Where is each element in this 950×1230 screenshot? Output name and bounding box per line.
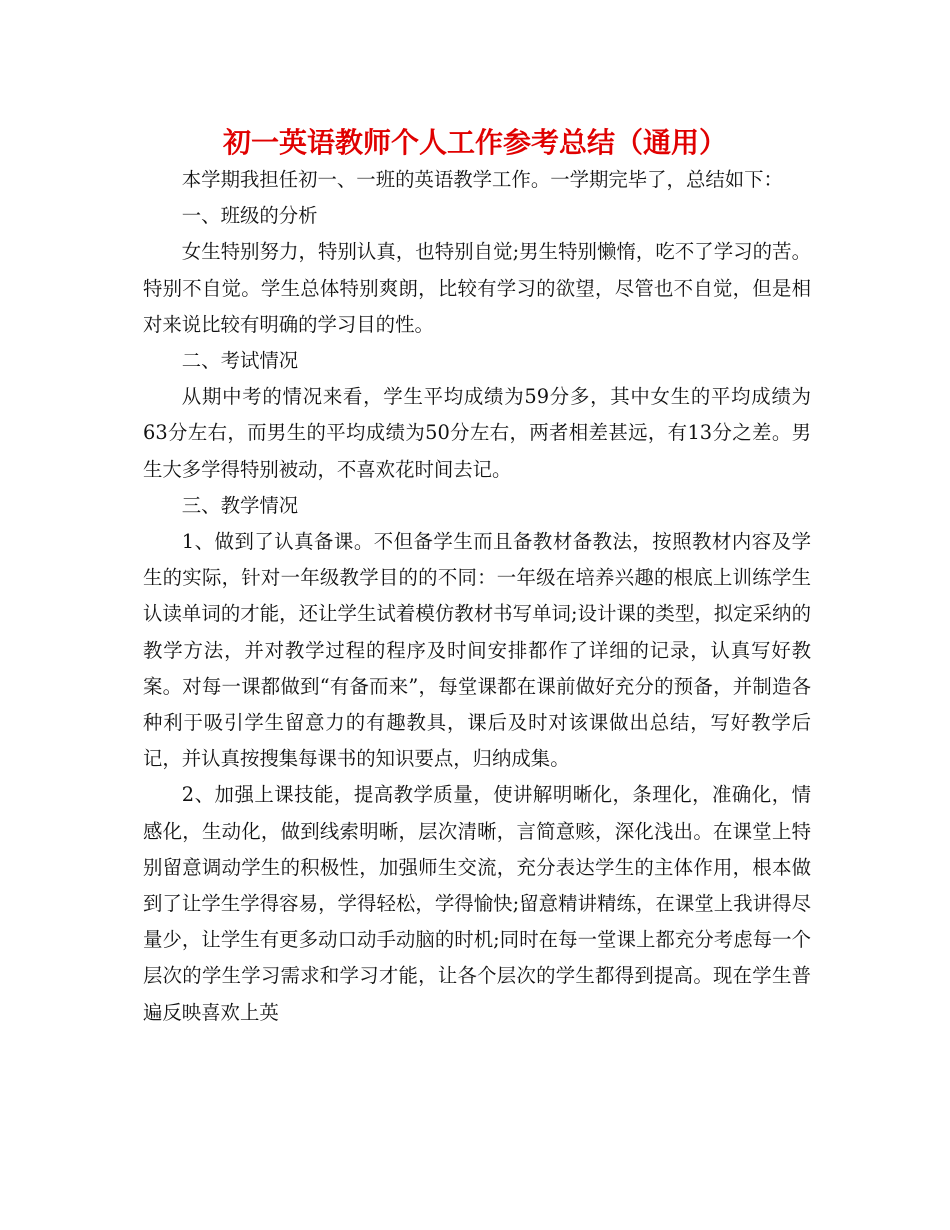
- document-title: 初一英语教师个人工作参考总结（通用）: [222, 126, 727, 159]
- section-heading-class-analysis: 一、班级的分析: [181, 204, 318, 228]
- section-heading-teaching: 三、教学情况: [181, 493, 299, 517]
- paragraph-intro: 本学期我担任初一、一班的英语教学工作。一学期完毕了，总结如下：: [181, 168, 783, 191]
- section-heading-exam: 二、考试情况: [181, 349, 299, 373]
- paragraph-class-analysis: 女生特别努力，特别认真，也特别自觉;男生特别懒惰，吃不了学习的苦。特别不自觉。学生总体特别爽朗，比较有学习的欲望，尽管也不自觉，但是相对来说比较有明确的学习目的性。: [143, 240, 811, 336]
- document-body: [143, 162, 811, 1031]
- paragraph-exam: 从期中考的情况来看，学生平均成绩为59分多，其中女生的平均成绩为63分左右，而男生的平均成绩为50分左右，两者相差甚远，有13分之差。男生大多学得特别被动，不喜欢花时间去记。: [143, 385, 811, 481]
- paragraph-teaching-2: 2、加强上课技能，提高教学质量，使讲解明晰化，条理化，准确化，情感化，生动化，做到线索明晰，层次清晰，言简意赅，深化浅出。在课堂上特别留意调动学生的积极性，加强师生交流，充分表达学生的主体作用，根本做到了让学生学得容易，学得轻松，学得愉快;留意精讲精练，在课堂上我讲得尽量少，让学生有更多动口动手动脑的时机;同时在每一堂课上都充分考虑每一个层次的学生学习需求和学习才能，让各个层次的学生都得到提高。现在学生普遍反映喜欢上英: [143, 783, 811, 1024]
- paragraph-teaching-1: 1、做到了认真备课。不但备学生而且备教材备教法，按照教材内容及学生的实际，针对一年级教学目的的不同：一年级在培养兴趣的根底上训练学生认读单词的才能，还让学生试着模仿教材书写单词;设计课的类型，拟定采纳的教学方法，并对教学过程的程序及时间安排都作了详细的记录，认真写好教案。对每一课都做到“有备而来”，每堂课都在课前做好充分的预备，并制造各种利于吸引学生留意力的有趣教具，课后及时对该课做出总结，写好教学后记，并认真按搜集每课书的知识要点，归纳成集。: [143, 530, 811, 771]
